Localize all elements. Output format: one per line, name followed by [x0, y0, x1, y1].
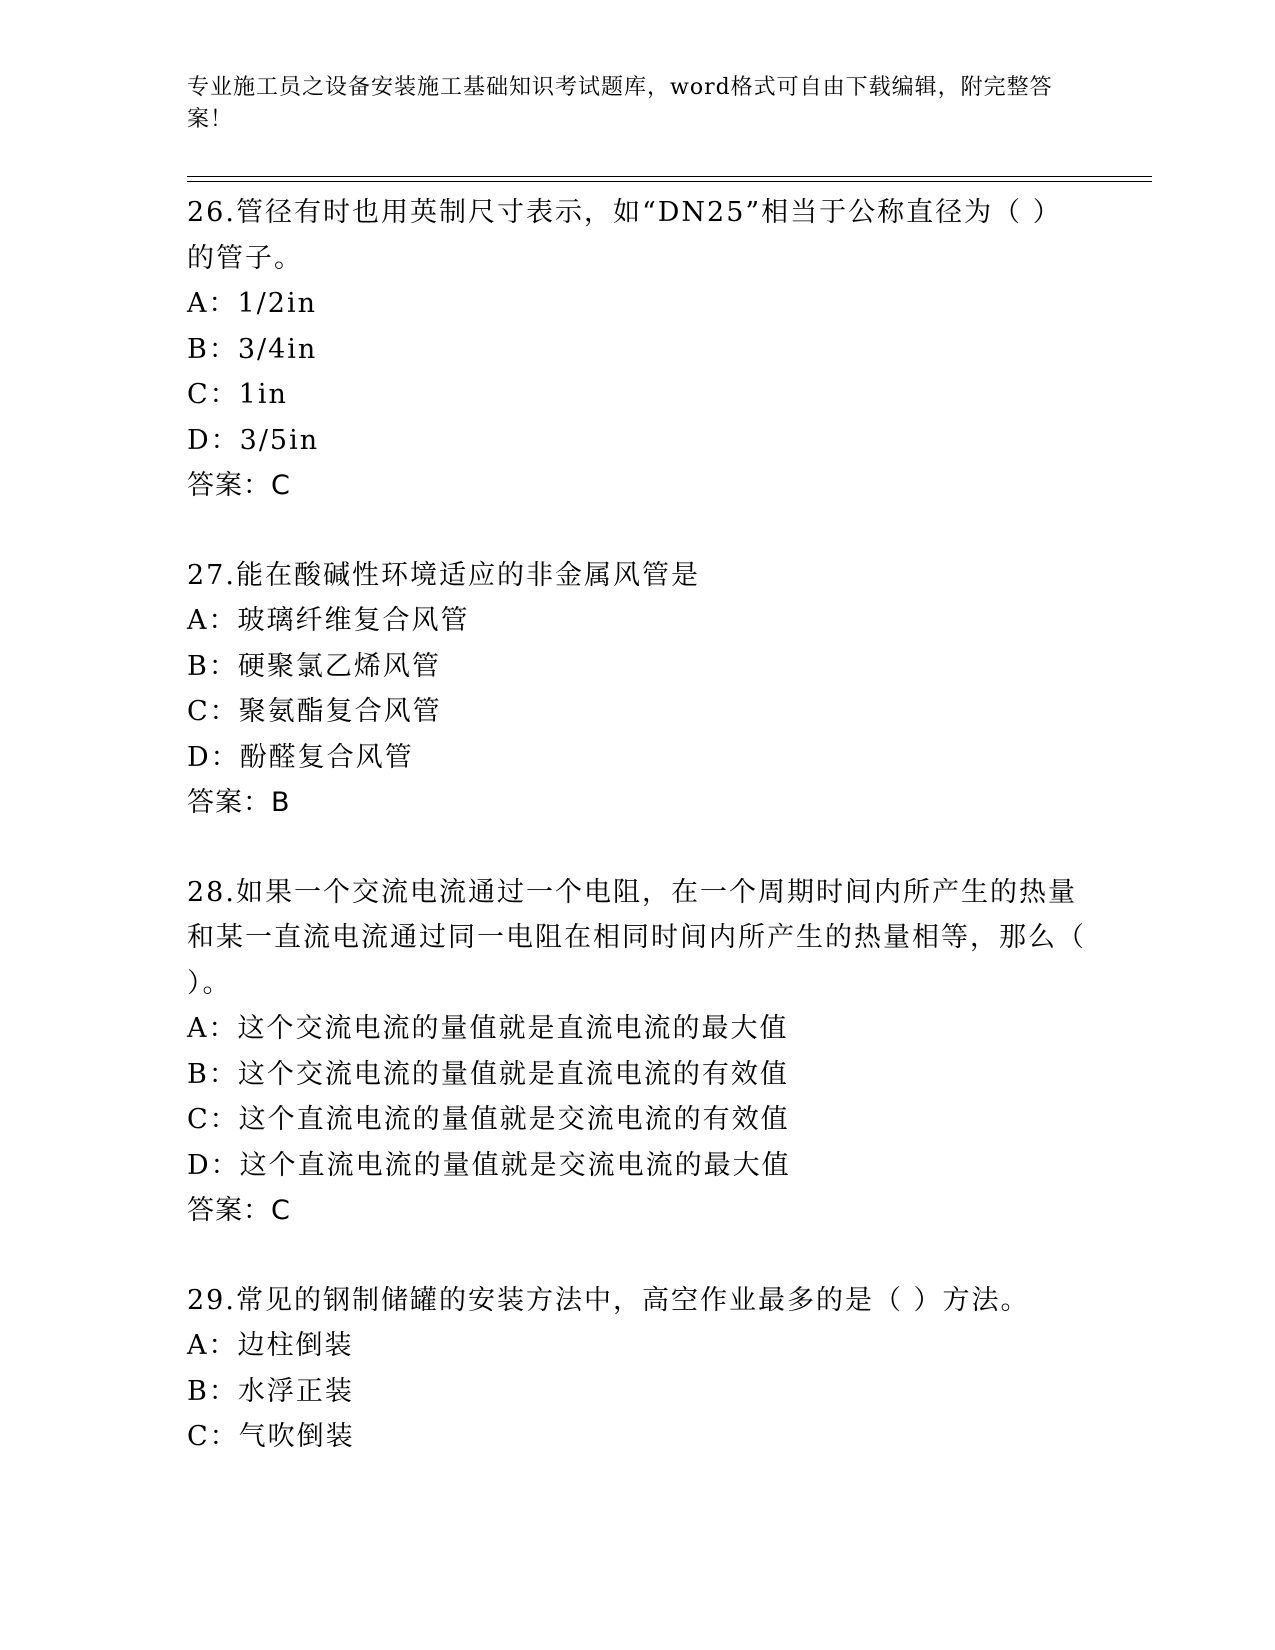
question-list	[187, 190, 1087, 1504]
question-29	[187, 1278, 1087, 1460]
option-a: A：这个交流电流的量值就是直流电流的最大值	[187, 1013, 789, 1044]
answer-line: 答案：C	[187, 470, 291, 501]
question-28	[187, 870, 1087, 1234]
question-stem: 28.如果一个交流电流通过一个电阻，在一个周期时间内所产生的热量和某一直流电流通过同一电阻在相同时间内所产生的热量相等，那么（ ）。	[187, 876, 1086, 999]
option-a: A：1/2in	[187, 288, 317, 319]
question-27	[187, 553, 1087, 826]
option-c: C：1in	[187, 379, 288, 410]
answer-line: 答案：C	[187, 1195, 291, 1226]
option-a: A：边柱倒装	[187, 1330, 354, 1361]
question-stem: 27.能在酸碱性环境适应的非金属风管是	[187, 559, 700, 591]
header-divider-top	[187, 176, 1152, 177]
option-c: C：气吹倒装	[187, 1421, 355, 1452]
option-d: D：酚醛复合风管	[187, 741, 414, 773]
question-stem: 29.常见的钢制储罐的安装方法中，高空作业最多的是（ ）方法。	[187, 1284, 1030, 1316]
option-b: B：水浮正装	[187, 1375, 354, 1407]
option-c: C：聚氨酯复合风管	[187, 696, 442, 727]
option-b: B：硬聚氯乙烯风管	[187, 650, 441, 682]
option-d: D：3/5in	[187, 424, 320, 456]
answer-line: 答案：B	[187, 787, 291, 818]
question-stem: 26.管径有时也用英制尺寸表示，如“DN25”相当于公称直径为（ ）的管子。	[187, 197, 1062, 274]
option-d: D：这个直流电流的量值就是交流电流的最大值	[187, 1149, 791, 1181]
option-b: B：这个交流电流的量值就是直流电流的有效值	[187, 1058, 789, 1090]
header-divider-bottom	[187, 181, 1152, 182]
option-a: A：玻璃纤维复合风管	[187, 605, 470, 636]
document-header: 专业施工员之设备安装施工基础知识考试题库，word格式可自由下载编辑，附完整答案！	[187, 75, 1053, 132]
question-26	[187, 190, 1087, 509]
option-b: B：3/4in	[187, 333, 318, 365]
option-c: C：这个直流电流的量值就是交流电流的有效值	[187, 1104, 790, 1135]
